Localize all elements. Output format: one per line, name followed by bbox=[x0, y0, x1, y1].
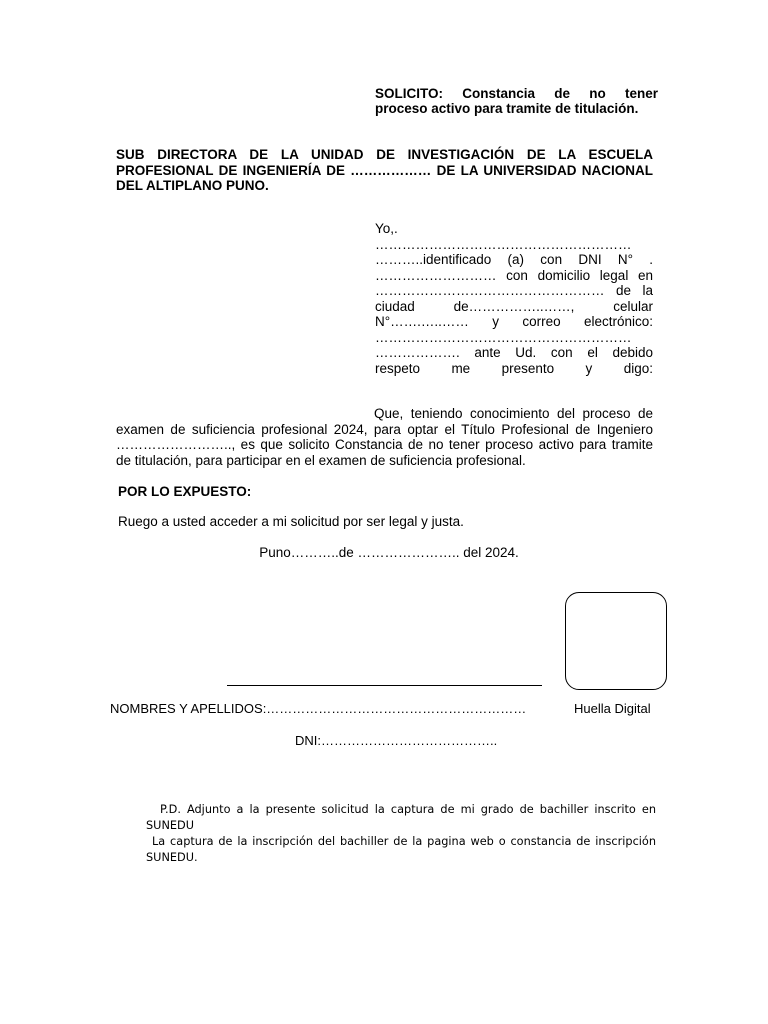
intro-line: …………………………………………… de la bbox=[375, 283, 653, 298]
postscript bbox=[146, 802, 656, 866]
request-sentence: Ruego a usted acceder a mi solicitud por ser legal y justa. bbox=[118, 514, 464, 529]
postscript-line-1: P.D. Adjunto a la presente solicitud la captura de mi grado de bachiller inscrito en SUNEDU bbox=[146, 803, 656, 832]
subject-line-1 bbox=[375, 86, 658, 101]
intro-line: ………………. ante Ud. con el debido bbox=[375, 345, 653, 360]
intro-line: respeto me presento y digo: bbox=[375, 360, 653, 376]
body-paragraph bbox=[116, 406, 653, 468]
nombres-label: NOMBRES Y APELLIDOS:…………………………………………………… bbox=[110, 701, 527, 716]
solicito-label: SOLICITO: bbox=[375, 86, 444, 101]
intro-block bbox=[375, 221, 653, 376]
body-paragraph-text: Que, teniendo conocimiento del proceso de examen de suficiencia profesional 2024, para optar el Título Profesional de Ingeniero …………………….., es que solicito Constancia de no tener proceso activo para tramite de titulación, para participar en el examen de suficiencia profesional. bbox=[116, 406, 653, 468]
fingerprint-box bbox=[565, 592, 667, 690]
date-line: Puno………..de ………………….. del 2024. bbox=[259, 545, 519, 560]
intro-line: ………..identificado (a) con DNI N° . bbox=[375, 252, 653, 267]
intro-line: ………………………………………………… bbox=[375, 329, 632, 345]
intro-line: ………………………………………………… bbox=[375, 236, 632, 252]
solicito-text-line1: Constancia de no tener bbox=[462, 86, 658, 101]
por-lo-expuesto-heading: POR LO EXPUESTO: bbox=[118, 484, 252, 499]
intro-line: ……………………… con domicilio legal en bbox=[375, 267, 653, 283]
intro-greeting: Yo,. bbox=[375, 221, 398, 236]
intro-line: ciudad de……………..……, celular bbox=[375, 298, 653, 314]
subject-block bbox=[375, 86, 658, 116]
addressee: SUB DIRECTORA DE LA UNIDAD DE INVESTIGACIÓN DE LA ESCUELA PROFESIONAL DE INGENIERÍA DE ……………… DE LA UNIVERSIDAD NACIONAL DEL ALTIPLANO PUNO. bbox=[116, 147, 653, 193]
postscript-line-2: La captura de la inscripción del bachiller de la pagina web o constancia de inscripción SUNEDU. bbox=[146, 835, 656, 864]
huella-label: Huella Digital bbox=[574, 701, 651, 716]
dni-label: DNI:………………………………….. bbox=[295, 733, 498, 748]
intro-line: N°…….…..…… y correo electrónico: bbox=[375, 314, 653, 329]
signature-line bbox=[227, 685, 542, 686]
solicito-text-line2: proceso activo para tramite de titulación. bbox=[375, 101, 639, 116]
